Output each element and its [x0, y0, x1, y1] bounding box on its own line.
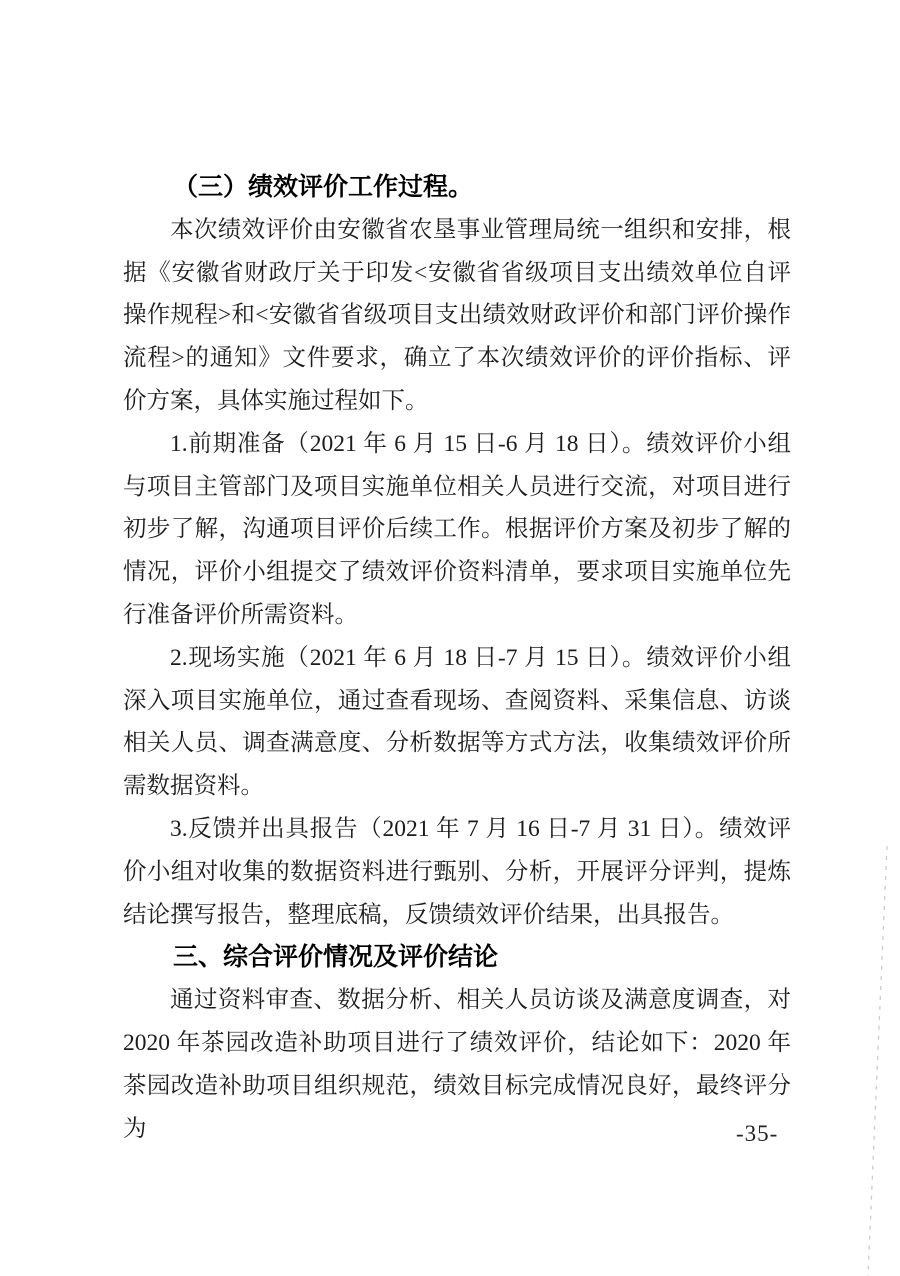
- paragraph-evaluation-overview: 本次绩效评价由安徽省农垦事业管理局统一组织和安排，根据《安徽省财政厅关于印发<安徽省省级项目支出绩效单位自评操作规程>和<安徽省省级项目支出绩效财政评价和部门评价操作流程>的通知》文件要求，确立了本次绩效评价的评价指标、评价方案，具体实施过程如下。: [123, 216, 791, 414]
- section-heading-work-process: （三）绩效评价工作过程。: [173, 173, 474, 201]
- paragraph-conclusion: 通过资料审查、数据分析、相关人员访谈及满意度调查，对 2020 年茶园改造补助项目进行了绩效评价，结论如下：2020 年茶园改造补助项目组织规范，绩效目标完成情况良好，最终评分为: [123, 987, 791, 1142]
- paragraph-step1-preparation: 1.前期准备（2021 年 6 月 15 日-6 月 18 日）。绩效评价小组与项目主管部门及项目实施单位相关人员进行交流，对项目进行初步了解，沟通项目评价后续工作。根据评价方案及初步了解的情况，评价小组提交了绩效评价资料清单，要求项目实施单位先行准备评价所需资料。: [123, 430, 791, 628]
- paragraph-step3-feedback-report: 3.反馈并出具报告（2021 年 7 月 16 日-7 月 31 日）。绩效评价小组对收集的数据资料进行甄别、分析，开展评分评判，提炼结论撰写报告，整理底稿，反馈绩效评价结果，出具报告。: [123, 815, 791, 928]
- document-body: [123, 166, 791, 1150]
- section-heading-conclusion: 三、综合评价情况及评价结论: [173, 943, 499, 972]
- paragraph-step2-onsite-implementation: 2.现场实施（2021 年 6 月 18 日-7 月 15 日）。绩效评价小组深入项目实施单位，通过查看现场、查阅资料、采集信息、访谈相关人员、调查满意度、分析数据等方式方法，收集绩效评价所需数据资料。: [123, 644, 791, 800]
- page-number: -35-: [736, 1121, 779, 1146]
